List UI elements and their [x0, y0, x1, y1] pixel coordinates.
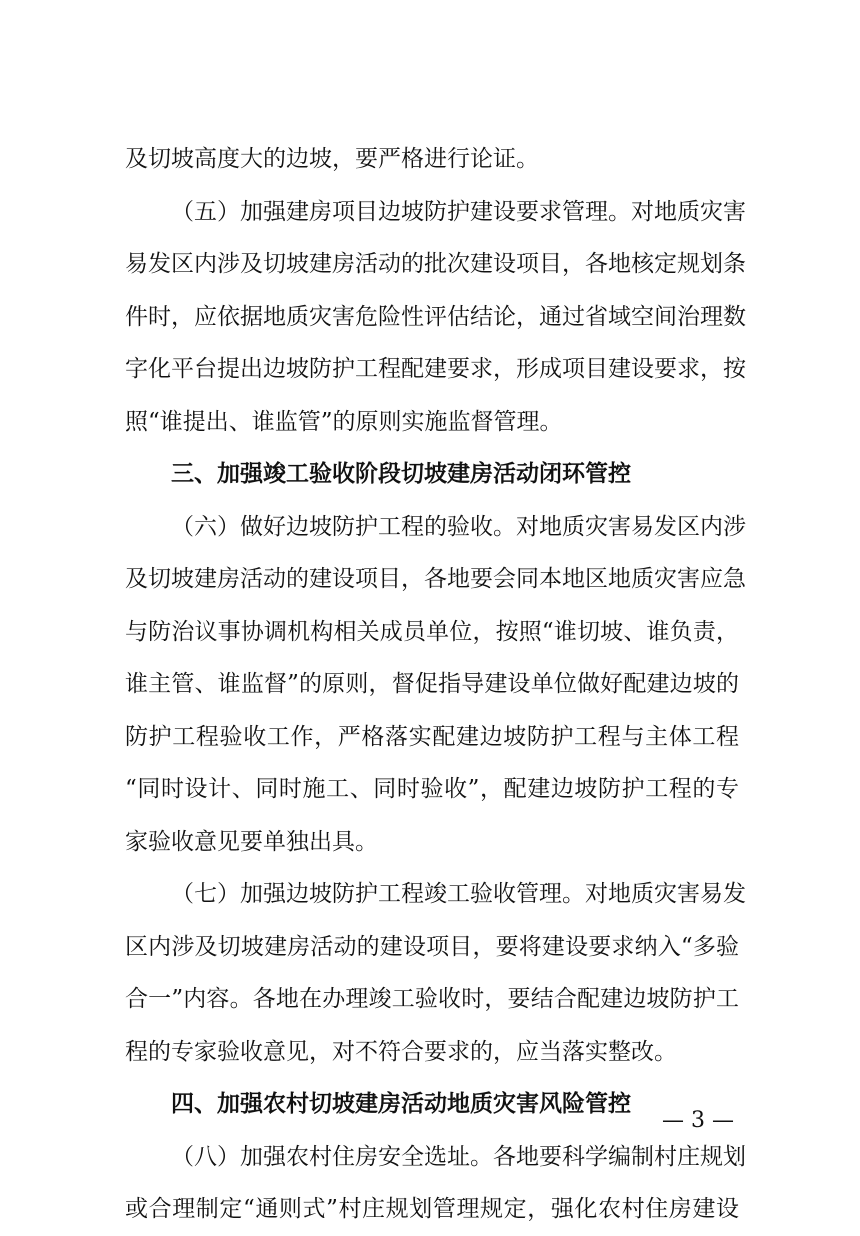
section-heading-4: 四、加强农村切坡建房活动地质灾害风险管控: [171, 1091, 631, 1117]
body-line: 及切坡建房活动的建设项目，各地要会同本地区地质灾害应急: [125, 566, 746, 592]
body-line: 合一”内容。各地在办理竣工验收时，要结合配建边坡防护工: [125, 986, 739, 1012]
body-line: 家验收意见要单独出具。: [125, 828, 378, 855]
document-page: [125, 133, 746, 1236]
section-5-first-line: （五）加强建房项目边坡防护建设要求管理。对地质灾害: [171, 198, 746, 225]
body-line: 照“谁提出、谁监管”的原则实施监督管理。: [125, 408, 563, 435]
body-line: “同时设计、同时施工、同时验收”，配建边坡防护工程的专: [125, 776, 739, 802]
body-line: 防护工程验收工作，严格落实配建边坡防护工程与主体工程: [125, 723, 739, 750]
section-7-first-line: （七）加强边坡防护工程竣工验收管理。对地质灾害易发: [171, 881, 746, 907]
body-line: 及切坡高度大的边坡，要严格进行论证。: [125, 146, 539, 172]
section-8-first-line: （八）加强农村住房安全选址。各地要科学编制村庄规划: [171, 1143, 746, 1170]
body-line: 程的专家验收意见，对不符合要求的，应当落实整改。: [125, 1038, 677, 1065]
body-line: 易发区内涉及切坡建房活动的批次建设项目，各地核定规划条: [125, 251, 746, 277]
body-line: 件时，应依据地质灾害危险性评估结论，通过省域空间治理数: [125, 303, 746, 330]
body-line: 谁主管、谁监督”的原则，督促指导建设单位做好配建边坡的: [125, 671, 739, 697]
section-heading-3: 三、加强竣工验收阶段切坡建房活动闭环管控: [171, 461, 631, 487]
body-line: 字化平台提出边坡防护工程配建要求，形成项目建设要求，按: [125, 356, 746, 382]
body-line: 或合理制定“通则式”村庄规划管理规定，强化农村住房建设: [125, 1196, 739, 1222]
section-6-first-line: （六）做好边坡防护工程的验收。对地质灾害易发区内涉: [171, 513, 746, 540]
page-number: — 3 —: [662, 1108, 734, 1133]
body-line: 与防治议事协调机构相关成员单位，按照“谁切坡、谁负责，: [125, 618, 739, 645]
body-line: 区内涉及切坡建房活动的建设项目，要将建设要求纳入“多验: [125, 933, 739, 960]
